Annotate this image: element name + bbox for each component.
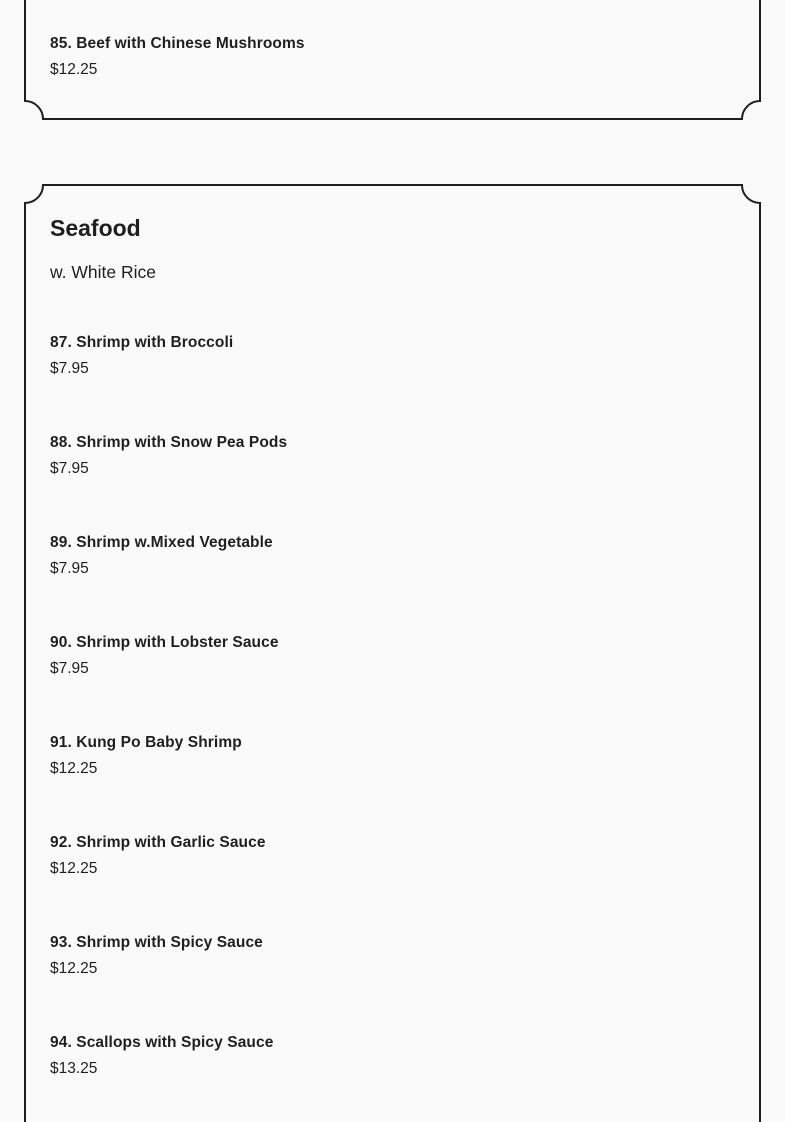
menu-item[interactable] [50,633,279,679]
menu-item[interactable] [50,533,273,579]
beef-section-card [0,0,785,121]
menu-item-name: 87. Shrimp with Broccoli [50,334,234,351]
menu-item-price: $7.95 [50,660,89,677]
menu-item-name: 90. Shrimp with Lobster Sauce [50,634,279,651]
menu-item[interactable] [50,433,287,479]
menu-item-name: 88. Shrimp with Snow Pea Pods [50,434,288,451]
menu-item[interactable] [50,34,305,80]
menu-item-name: 89. Shrimp w.Mixed Vegetable [50,534,273,551]
menu-item[interactable] [50,933,263,979]
menu-item-price: $7.95 [50,560,89,577]
menu-item[interactable] [50,333,233,379]
menu-item[interactable] [50,1033,273,1079]
section-title: Seafood [50,215,141,241]
menu-item-name: 85. Beef with Chinese Mushrooms [50,35,305,52]
section-subtitle: w. White Rice [50,262,156,282]
menu-item-price: $7.95 [50,460,89,477]
menu-item-name: 94. Scallops with Spicy Sauce [50,1034,274,1051]
menu-item-price: $13.25 [50,1060,98,1077]
menu-item-price: $12.25 [50,61,98,78]
menu-item-name: 91. Kung Po Baby Shrimp [50,734,242,751]
menu-item-price: $12.25 [50,860,98,877]
seafood-section-card [0,184,785,1122]
menu-item[interactable] [50,733,242,779]
menu-item-price: $7.95 [50,360,89,377]
menu-item-name: 92. Shrimp with Garlic Sauce [50,834,266,851]
menu-item-name: 93. Shrimp with Spicy Sauce [50,934,263,951]
menu-item[interactable] [50,833,266,879]
menu-item-price: $12.25 [50,960,98,977]
menu-item-price: $12.25 [50,760,98,777]
